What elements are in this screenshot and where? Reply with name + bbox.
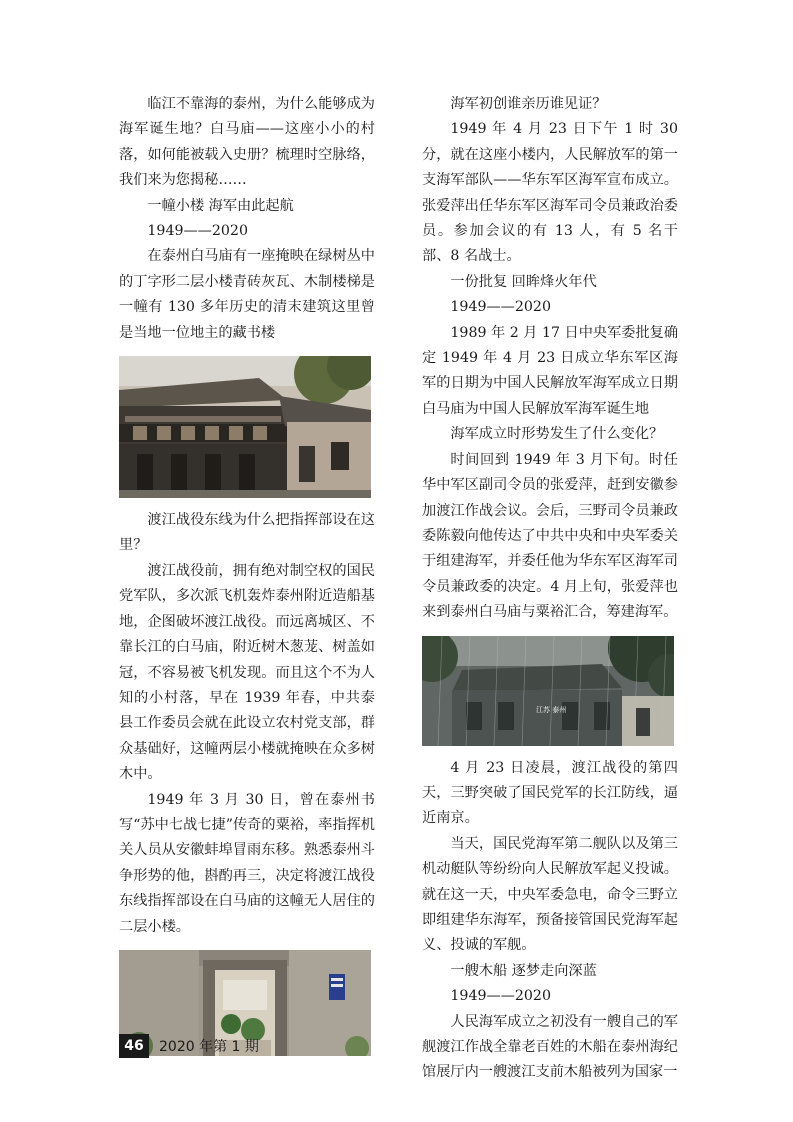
left-column <box>119 92 375 1056</box>
paragraph: 在泰州白马庙有一座掩映在绿树丛中的丁字形二层小楼青砖灰瓦、木制楼梯是一幢有 130 多年历史的清末建筑这里曾是当地一位地主的藏书楼 <box>119 248 375 341</box>
photo-caption: 江苏 泰州 <box>536 705 567 714</box>
section-question: 海军成立时形势发生了什么变化？ <box>450 426 664 443</box>
section-dates: 1949——2020 <box>147 223 248 240</box>
issue-label: 2020 年第 1 期 <box>159 1039 259 1055</box>
section-question: 渡江战役东线为什么把指挥部设在这里？ <box>119 512 375 554</box>
paragraph: 1949 年 3 月 30 日，曾在泰州书写“苏中七战七捷”传奇的粟裕，率指挥机关人员从安徽蚌埠冒雨东移。熟悉泰州斗争形势的他，斟酌再三，决定将渡江战役东线指挥部设在白马庙的这幢无人居住的二层小楼。 <box>119 791 375 935</box>
section-heading: 一幢小楼 海军由此起航 <box>147 197 294 214</box>
page-number: 46 <box>119 1034 149 1058</box>
paragraph: 人民海军成立之初没有一艘自己的军舰渡江作战全靠老百姓的木船在泰州海纪馆展厅内一艘渡江支前木船被列为国家一 <box>422 1013 678 1081</box>
paragraph: 当天，国民党海军第二舰队以及第三机动艇队等纷纷向人民解放军起义投诚。就在这一天，中央军委急电，命令三野立即组建华东海军，预备接管国民党海军起义、投诚的军舰。 <box>422 835 678 954</box>
section-heading: 一份批复 回眸烽火年代 <box>450 273 597 290</box>
right-column <box>422 92 678 1086</box>
section-dates: 1949——2020 <box>450 299 551 316</box>
paragraph: 4 月 23 日凌晨，渡江战役的第四天，三野突破了国民党军的长江防线，逼近南京。 <box>422 759 678 827</box>
page-footer <box>119 1034 259 1058</box>
paragraph: 时间回到 1949 年 3 月下旬。时任华中军区副司令员的张爱萍，赶到安徽参加渡江作战会议。会后，三野司令员兼政委陈毅向他传达了中共中央和中央军委关于组建海军，并委任他为华东军区海军司令员兼政委的决定。4 月上旬，张爱萍也来到泰州白马庙与粟裕汇合，筹建海军。 <box>422 451 678 621</box>
paragraph: 1989 年 2 月 17 日中央军委批复确定 1949 年 4 月 23 日成立华东军区海军的日期为中国人民解放军海军成立日期白马庙为中国人民解放军海军诞生地 <box>422 324 679 417</box>
section-dates: 1949——2020 <box>450 988 551 1005</box>
paragraph: 渡江战役前，拥有绝对制空权的国民党军队，多次派飞机轰炸泰州附近造船基地，企图破坏渡江战役。而远离城区、不靠长江的白马庙，附近树木葱茏、树盖如冠，不容易被飞机发现。而且这个不为人知的小村落，早在 1939 年春，中共泰县工作委员会就在此设立农村党支部，群众基础好，这幢两层小楼就掩映在众多树木中。 <box>119 562 375 783</box>
section-question: 海军初创谁亲历谁见证？ <box>450 96 607 112</box>
section-heading: 一艘木船 逐梦走向深蓝 <box>450 962 597 979</box>
intro-paragraph: 临江不靠海的泰州，为什么能够成为海军诞生地？白马庙——这座小小的村落，如何能被载入史册？梳理时空脉络，我们来为您揭秘…… <box>119 96 375 189</box>
paragraph: 1949 年 4 月 23 日下午 1 时 30 分，就在这座小楼内，人民解放军的第一支海军部队——华东军区海军宣布成立。张爱萍出任华东军区海军司令员兼政治委员。参加会议的有 13 人，有 5 名干部、8 名战士。 <box>422 121 678 265</box>
rainy-building-photo <box>422 636 674 746</box>
building-photo <box>119 356 371 498</box>
